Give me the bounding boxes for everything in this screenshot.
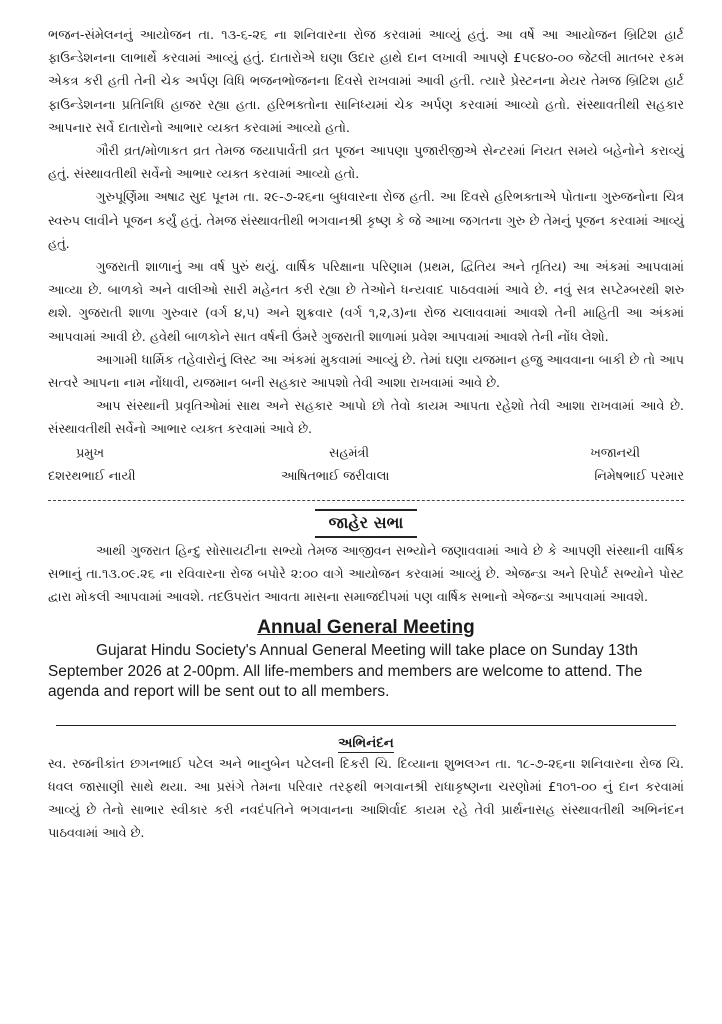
thanks-paragraph: આપ સંસ્થાની પ્રવૃતિઓમાં સાથ અને સહકાર આપો છો તેવો કાયમ આપતા રહેશો તેવી આશા રાખવામાં આવે છે. સંસ્થાવતીથી સર્વેનો આભાર વ્યક્ત કરવામાં આવે છે.: [48, 399, 684, 438]
treasurer-title: ખજાનચી: [590, 445, 640, 461]
bhajan-sammelan-paragraph: ભજન-સંમેલનનું આયોજન તા. ૧૩-૬-૨૬ ના શનિવારના રોજ કરવામાં આવ્યું હતું. આ વર્ષે આ આયોજન બ્રિટિશ હાર્ટ ફાઉન્ડેશનના લાભાર્થે કરવામાં આવ્યું હતું. દાતારોએ ઘણા ઉદાર હાથે દાન લખાવી આપણે £૫૯૪૦-૦૦ જેટલી માતબર રકમ એકત્ર કરી હતી તેની ચેક અર્પણ વિધિ ભજનભોજનના દિવસે રાખવામાં આવી હતી. ત્યારે પ્રેસ્ટનના મેયર તેમજ બ્રિટિશ હાર્ટ ફાઉન્ડેશનના પ્રતિનિધિ હાજર રહ્યા હતા. હરિભક્તોના સાનિધ્યમાં ચેક અર્પણ કરવામાં આવ્યો હતો. સંસ્થાવતીથી સહકાર આપનાર સર્વે દાતારોનો આભાર વ્યક્ત કરવામાં આવ્યો હતો.: [48, 28, 684, 136]
abhinandan-title: અભિનંદન: [338, 734, 394, 751]
gujarati-school-paragraph: ગુજરાતી શાળાનું આ વર્ષ પુરું થયું. વાર્ષિક પરિક્ષાના પરિણામ (પ્રથમ, દ્વિતિય અને તૃતિય) આ અંકમાં આપવામાં આવ્યા છે. બાળકો અને વાલીઓ સારી મહેનત કરી રહ્યા છે તેઓને ધન્યવાદ પાઠવવામાં આવે છે. નવું સત્ર સપ્ટેમ્બરથી શરુ થશે. ગુજરાતી શાળા ગુરુવાર (વર્ગ ૪,૫) અને શુક્રવાર (વર્ગ ૧,૨,૩)ના રોજ ચલાવવામાં આવશે તેની માહિતી આ અંકમાં આપવામાં આવી છે. હવેથી બાળકોને સાત વર્ષની ઉંમરે ગુજરાતી શાળામાં પ્રવેશ આપવામાં આવશે તેની નોંધ લેશો.: [48, 260, 684, 345]
signatory-names: [48, 465, 684, 488]
abhinandan-body: સ્વ. રજનીકાંત છગનભાઈ પટેલ અને ભાનુબેન પટેલની દિકરી ચિ. દિવ્યાના શુભલગ્ન તા. ૧૮-૭-૨૬ના શનિવારના રોજ ચિ. ધવલ જાસાણી સાથે થયા. આ પ્રસંગે તેમના પરિવાર તરફથી ભગવાનશ્રી રાધાકૃષ્ણના ચરણોમાં £૧૦૧-૦૦ નું દાન કરવામાં આવ્યું છે તેનો સાભાર સ્વીકાર કરી નવદંપતિને ભગવાનના આશિર્વાદ કાયમ રહે તેવી પ્રાર્થનાસહ સંસ્થાવતીથી અભિનંદન પાઠવવામાં આવે છે.: [48, 756, 684, 842]
abhinandan-heading: [48, 732, 684, 753]
treasurer-name: નિમેષભાઈ પરમાર: [594, 468, 684, 484]
gurupurnima-paragraph: ગુરુપૂર્ણિમા અષાઢ સુદ પૂનમ તા. ૨૯-૭-૨૬ના બુધવારના રોજ હતી. આ દિવસે હરિભક્તાએ પોતાના ગુરુજનોના ચિત્ર સ્વરુપ લાવીને પૂજન કર્યું હતું. તેમજ સંસ્થાવતીથી ભગવાનશ્રી કૃષ્ણ કે જે આખા જગતના ગુરુ છે તેમનું પૂજન કરવામાં આવ્યું હતું.: [48, 190, 684, 252]
joint-secretary-name: આષિતભાઈ જરીવાલા: [281, 468, 390, 484]
signatory-titles: [48, 442, 684, 465]
jaher-sabha-body: આથી ગુજરાત હિન્દુ સોસાયટીના સભ્યો તેમજ આજીવન સભ્યોને જણાવવામાં આવે છે કે આપણી સંસ્થાની વાર્ષિક સભાનું તા.૧૩.૦૯.૨૬ ના રવિવારના રોજ બપોરે ૨:૦૦ વાગે આયોજન કરવામાં આવ્યું છે. એજન્ડા અને રિપોર્ટ સભ્યોને પોસ્ટ દ્વારા મોકલી આપવામાં આવશે. તદઉપરાંત આવતા માસના સમાજદીપમાં પણ વાર્ષિક સભાનો એજન્ડા આપવામાં આવશે.: [48, 543, 684, 606]
festivals-paragraph: આગામી ધાર્મિક તહેવારોનું લિસ્ટ આ અંકમાં મુકવામાં આવ્યું છે. તેમાં ઘણા યજમાન હજુ આવવાના બાકી છે તો આપ સત્વરે આપના નામ નોંધાવી, યજમાન બની સહકાર આપશો તેવી આશા રાખવામાં આવે છે.: [48, 352, 684, 392]
dashed-divider: [48, 500, 684, 501]
solid-divider: [56, 725, 676, 726]
agm-title: Annual General Meeting: [257, 617, 475, 639]
jaher-sabha-title: જાહેર સભા: [315, 509, 418, 538]
president-name: દશરથભાઈ નાયી: [48, 468, 136, 484]
gauri-vrat-paragraph: ગૌરી વ્રત/મોળાકત વ્રત તેમજ જયાપાર્વતી વ્રત પૂજન આપણા પુજારીજીએ સેન્ટરમાં નિયત સમયે બહેનોને કરાવ્યું હતું. સંસ્થાવતીથી સર્વેનો આભાર વ્યક્ત કરવામાં આવ્યો હતો.: [48, 144, 684, 183]
agm-body: Gujarat Hindu Society's Annual General Meeting will take place on Sunday 13th September 2026 at 2-00pm. All life-members and members are welcome to attend. The agenda and report will be sent out to all members.: [48, 642, 643, 701]
president-title: પ્રમુખ: [76, 445, 104, 461]
joint-secretary-title: સહમંત્રી: [329, 445, 370, 461]
jaher-sabha-heading: [48, 509, 684, 538]
